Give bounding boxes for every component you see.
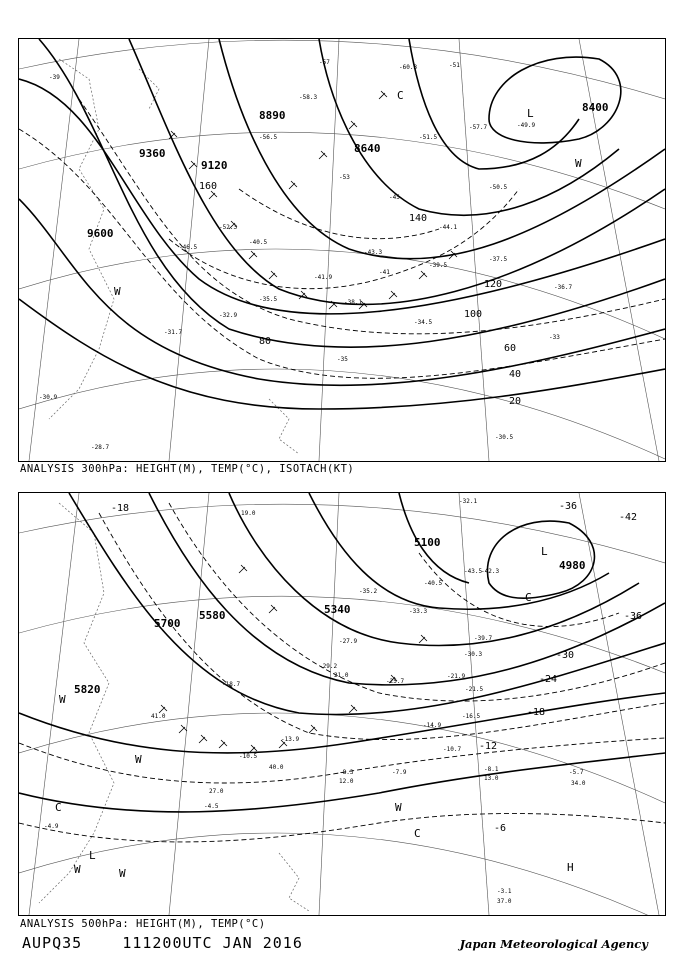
svg-text:-50.5: -50.5 [489,184,508,191]
isotach-label: 80 [259,336,272,347]
low-center-label: L [527,107,534,120]
svg-text:-57: -57 [319,59,330,66]
isotherm-label: -30 [556,650,575,661]
isotherm-label: -18 [111,503,130,514]
svg-text:-30.5: -30.5 [495,434,514,441]
svg-text:-30.9: -30.9 [39,394,58,401]
low-center-label: L [89,849,96,862]
svg-text:-3.1: -3.1 [497,888,512,895]
svg-text:-13.9: -13.9 [281,736,300,743]
chart-500hpa [18,492,666,916]
isotherm-label: -42 [619,512,638,523]
wind-barbs [169,91,457,309]
warm-center-label: W [74,863,81,876]
svg-text:-57.7: -57.7 [469,124,488,131]
svg-text:-8.1: -8.1 [484,766,499,773]
high-center-label: H [567,861,574,874]
height-label: 8400 [582,101,609,114]
cold-center-label: C [55,801,62,814]
svg-text:-32.9: -32.9 [219,312,238,319]
svg-text:-39: -39 [49,74,60,81]
chart-300hpa [18,38,666,462]
isotherm-label: -12 [479,741,498,752]
svg-text:-43.3: -43.3 [364,249,383,256]
svg-text:-38.1: -38.1 [344,299,363,306]
caption-500hpa: ANALYSIS 500hPa: HEIGHT(M), TEMP(°C) [20,918,266,930]
cold-center-label: C [525,591,532,604]
svg-text:-36.7: -36.7 [554,284,573,291]
map-300hpa [19,39,665,461]
svg-text:-43.5: -43.5 [464,568,483,575]
svg-text:41.0: 41.0 [151,713,166,720]
svg-text:-51: -51 [449,62,460,69]
valid-time: 111200UTC JAN 2016 [122,934,303,952]
svg-text:-21.9: -21.9 [447,673,466,680]
height-label: 5580 [199,609,226,622]
svg-text:-34.5: -34.5 [414,319,433,326]
isotherm-label: -24 [539,674,558,685]
svg-text:-60.3: -60.3 [399,64,418,71]
product-header [22,934,303,952]
warm-center-label: W [395,801,402,814]
height-label: 9360 [139,147,166,160]
svg-text:-51.5: -51.5 [419,134,438,141]
isotherm-label: -18 [527,707,546,718]
svg-text:-44.1: -44.1 [439,224,458,231]
svg-text:13.0: 13.0 [484,775,499,782]
svg-text:-40.5: -40.5 [249,239,268,246]
svg-text:-37.5: -37.5 [489,256,508,263]
height-contours [19,39,665,409]
svg-text:-35: -35 [337,356,348,363]
height-label: 5700 [154,617,181,630]
svg-text:-49.9: -49.9 [517,122,536,129]
isotherm-label: -6 [494,823,507,834]
isotherm-label: -36 [624,611,643,622]
svg-text:-7.9: -7.9 [392,769,407,776]
graticule [19,39,665,461]
svg-text:-10.5: -10.5 [239,753,258,760]
agency-name: Japan Meteorological Agency [459,937,648,951]
svg-text:-10.7: -10.7 [443,746,462,753]
temperature-plots-300 [39,59,572,451]
height-label: 5100 [414,536,441,549]
svg-text:-28.7: -28.7 [91,444,110,451]
svg-text:-52.3: -52.3 [219,224,238,231]
wind-barbs [159,565,427,753]
svg-text:27.0: 27.0 [209,788,224,795]
svg-text:-21.5: -21.5 [465,686,484,693]
svg-text:-58.3: -58.3 [299,94,318,101]
isotach-label: 20 [509,396,522,407]
svg-text:19.0: 19.0 [241,510,256,517]
svg-text:-46.5: -46.5 [179,244,198,251]
svg-text:40.0: 40.0 [269,764,284,771]
svg-text:21.0: 21.0 [334,672,349,679]
height-label: 8890 [259,109,286,122]
svg-text:-14.9: -14.9 [423,722,442,729]
temperature-plots-500 [44,498,586,905]
height-label: 4980 [559,559,586,572]
warm-center-label: W [114,285,121,298]
svg-text:-39.5: -39.5 [429,262,448,269]
svg-text:-8.3: -8.3 [339,769,354,776]
cold-center-label: C [414,827,421,840]
svg-text:12.0: 12.0 [339,778,354,785]
svg-text:-4.9: -4.9 [44,823,59,830]
isotach-label: 100 [464,309,483,320]
svg-text:37.0: 37.0 [497,898,512,905]
svg-text:-29.2: -29.2 [319,663,338,670]
isotach-label: 120 [484,279,503,290]
isotach-label: 160 [199,181,218,192]
svg-text:-35.5: -35.5 [259,296,278,303]
svg-text:-45: -45 [389,194,400,201]
svg-text:-40.5: -40.5 [424,580,443,587]
svg-text:-42.3: -42.3 [481,568,500,575]
warm-center-label: W [575,157,582,170]
svg-text:-31.7: -31.7 [164,329,183,336]
height-label: 5820 [74,683,101,696]
svg-text:-32.1: -32.1 [459,498,478,505]
isotach-label: 40 [509,369,522,380]
isotach-label: 60 [504,343,517,354]
warm-center-label: W [59,693,66,706]
svg-text:-27.9: -27.9 [339,638,358,645]
centers-300 [114,89,582,298]
svg-text:-33.3: -33.3 [409,608,428,615]
coastline [39,503,309,911]
caption-300hpa: ANALYSIS 300hPa: HEIGHT(M), TEMP(°C), ISOTACH(KT) [20,463,355,475]
map-500hpa [19,493,665,915]
product-code: AUPQ35 [22,934,83,952]
svg-text:-41: -41 [379,269,390,276]
height-label: 9120 [201,159,228,172]
svg-text:-39.7: -39.7 [474,635,493,642]
svg-text:-18.7: -18.7 [222,681,241,688]
warm-center-label: W [135,753,142,766]
svg-text:-33: -33 [549,334,560,341]
isotherm-label: -36 [559,501,578,512]
isotach-label: 140 [409,213,428,224]
height-label: 9600 [87,227,114,240]
svg-text:-5.7: -5.7 [569,769,584,776]
height-label: 5340 [324,603,351,616]
low-center-label: L [541,545,548,558]
svg-text:-30.3: -30.3 [464,651,483,658]
svg-text:-56.5: -56.5 [259,134,278,141]
svg-text:-53: -53 [339,174,350,181]
svg-text:-41.9: -41.9 [314,274,333,281]
svg-text:-25.7: -25.7 [386,678,405,685]
height-label: 8640 [354,142,381,155]
svg-text:-35.2: -35.2 [359,588,378,595]
graticule [19,493,665,915]
cold-center-label: C [397,89,404,102]
svg-text:-4.5: -4.5 [204,803,219,810]
svg-text:34.0: 34.0 [571,780,586,787]
warm-center-label: W [119,867,126,880]
svg-text:-16.5: -16.5 [462,713,481,720]
isotherm-labels [111,501,642,834]
